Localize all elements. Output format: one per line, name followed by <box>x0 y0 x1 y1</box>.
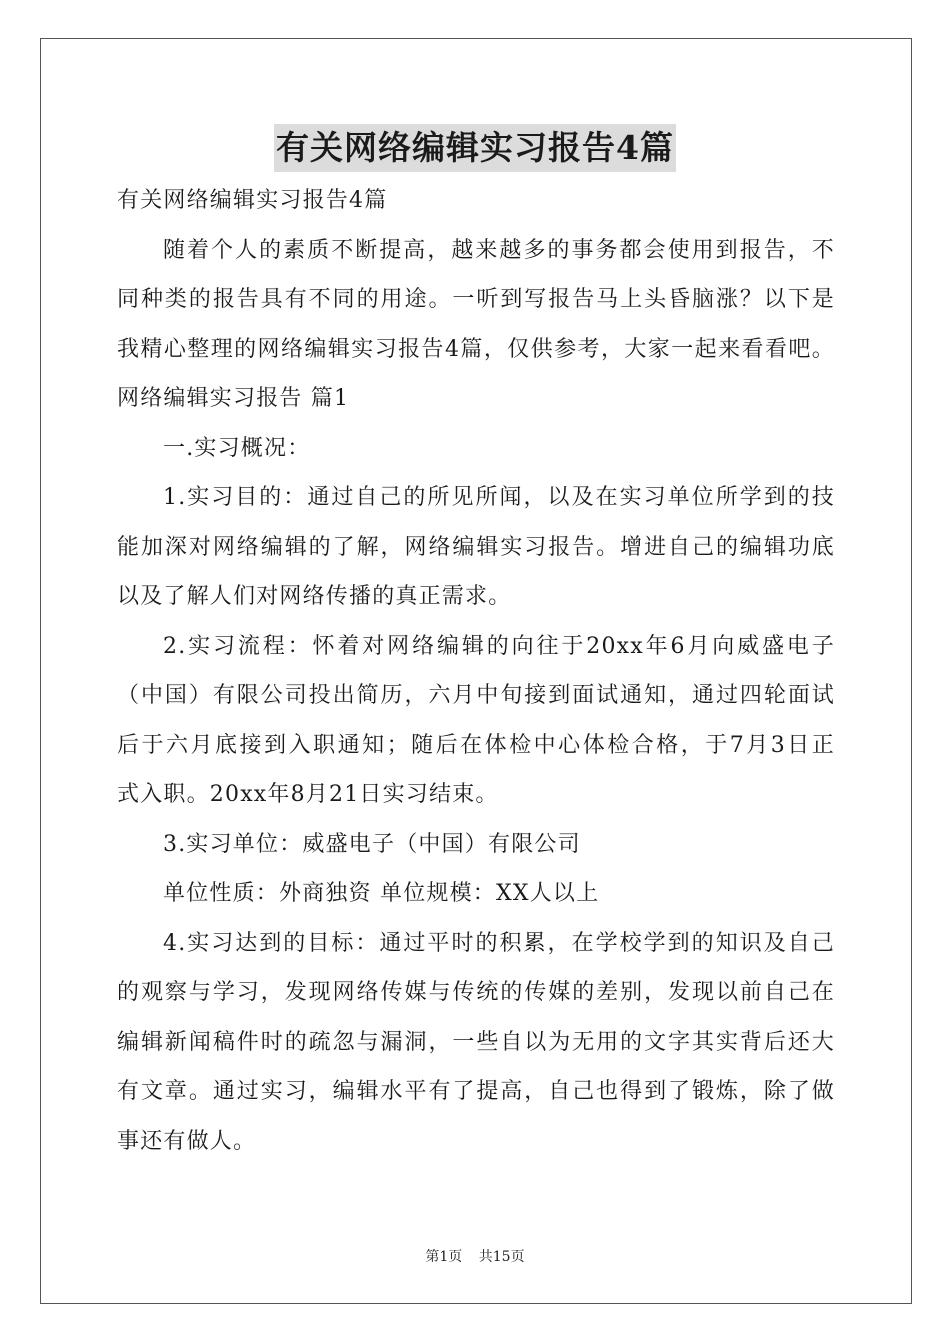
text-line: 的观察与学习，发现网络传媒与传统的传媒的差别，发现以前自己在 <box>117 980 835 1005</box>
text-line: 有关网络编辑实习报告4篇 <box>117 188 388 213</box>
text-line: 网络编辑实习报告 篇1 <box>117 386 350 411</box>
document-title: 有关网络编辑实习报告4篇 <box>274 124 676 172</box>
text-line: 随着个人的素质不断提高，越来越多的事务都会使用到报告，不 <box>163 237 835 263</box>
text-line: （中国）有限公司投出简历，六月中旬接到面试通知，通过四轮面试 <box>117 683 835 708</box>
text-line: 1.实习目的：通过自己的所见所闻，以及在实习单位所学到的技 <box>163 485 835 510</box>
page-total: 共15页 <box>478 1249 525 1265</box>
text-line: 以及了解人们对网络传播的真正需求。 <box>117 584 512 609</box>
text-line: 3.实习单位：威盛电子（中国）有限公司 <box>163 831 581 857</box>
text-line: 一.实习概况： <box>163 435 311 461</box>
text-line: 有文章。通过实习，编辑水平有了提高，自己也得到了锻炼，除了做 <box>117 1079 835 1104</box>
text-line: 2.实习流程：怀着对网络编辑的向往于20xx年6月向威盛电子 <box>163 633 835 659</box>
text-line: 4.实习达到的目标：通过平时的积累，在学校学到的知识及自己 <box>163 930 835 956</box>
text-line: 能加深对网络编辑的了解，网络编辑实习报告。增进自己的编辑功底 <box>117 534 835 560</box>
page-number: 第1页 <box>425 1249 463 1265</box>
text-line: 后于六月底接到入职通知；随后在体检中心体检合格，于7月3日正 <box>117 732 835 758</box>
title-container <box>0 124 950 172</box>
page-footer <box>0 1246 950 1266</box>
document-body <box>117 176 835 1166</box>
text-line: 编辑新闻稿件时的疏忽与漏洞，一些自以为无用的文字其实背后还大 <box>117 1029 835 1055</box>
text-line: 事还有做人。 <box>117 1128 257 1154</box>
text-line: 式入职。20xx年8月21日实习结束。 <box>117 782 499 807</box>
text-line: 我精心整理的网络编辑实习报告4篇，仅供参考，大家一起来看看吧。 <box>117 336 835 362</box>
text-line: 单位性质：外商独资 单位规模：XX人以上 <box>163 881 600 906</box>
text-line: 同种类的报告具有不同的用途。一听到写报告马上头昏脑涨？以下是 <box>117 287 835 312</box>
